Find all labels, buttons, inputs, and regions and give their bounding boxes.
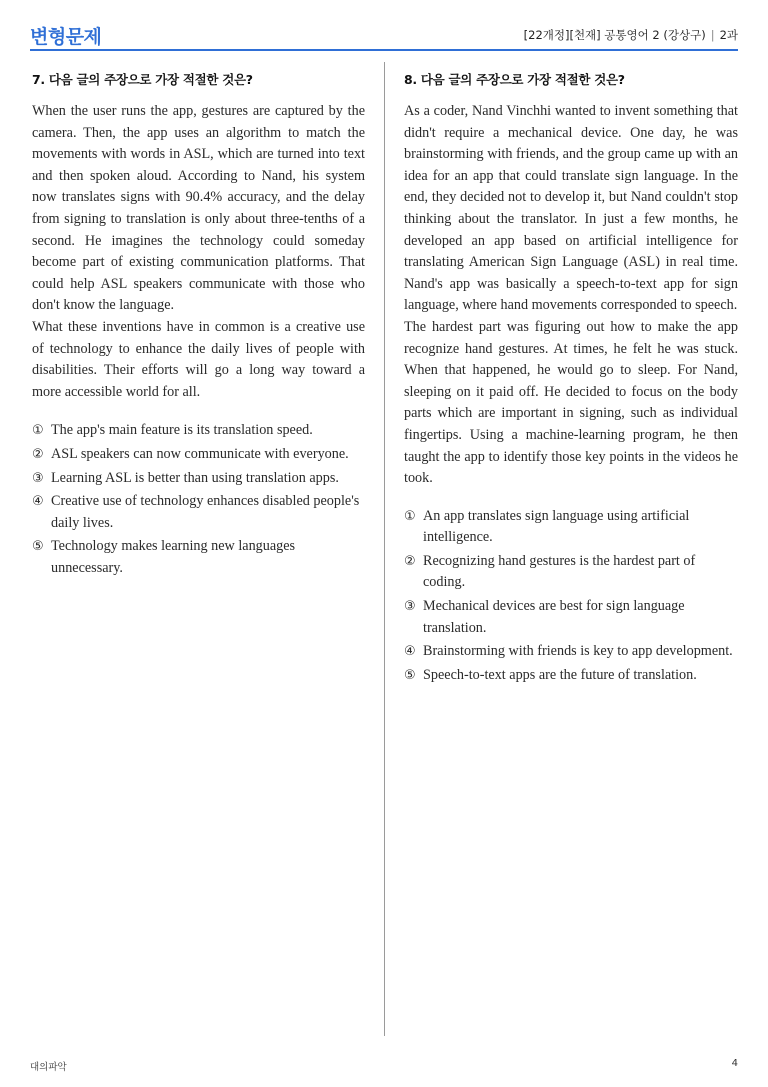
choice-number: ④	[32, 494, 44, 510]
choice-text: Brainstorming with friends is key to app development.	[423, 643, 733, 660]
choice-text: The app's main feature is its translation speed.	[51, 422, 313, 439]
page-number: 4	[731, 1058, 738, 1069]
choice-number: ⑤	[404, 667, 416, 683]
page-header	[30, 22, 738, 50]
question-title: 8. 다음 글의 주장으로 가장 적절한 것은?	[404, 72, 625, 87]
answer-choices	[404, 506, 738, 687]
choice-2[interactable]	[404, 551, 738, 594]
question-8	[404, 70, 738, 688]
choice-1[interactable]	[32, 420, 365, 442]
passage-paragraph: As a coder, Nand Vinchhi wanted to invent something that didn't require a mechanical device. One day, he was brainstorming with friends, and the group came up with an idea for an app that could translate sign language. In the end, they decided not to develop it, but Nand couldn't stop thinking about the translator. In just a few months, he developed an app based on artificial intelligence for translating American Sign Language (ASL) in real time. Nand's app was basically a speech-to-text app for sign language, where hand movements corresponded to speech.	[404, 103, 738, 314]
choice-4[interactable]	[32, 491, 365, 534]
choice-text: An app translates sign language using artificial intelligence.	[423, 507, 690, 546]
choice-5[interactable]	[32, 536, 365, 579]
choice-text: Mechanical devices are best for sign language translation.	[423, 598, 685, 636]
choice-4[interactable]	[404, 641, 738, 663]
brand-title: 변형문제	[30, 26, 102, 48]
choice-text: Learning ASL is better than using translation apps.	[51, 469, 339, 486]
passage-paragraph: What these inventions have in common is a creative use of technology to enhance the daily lives of people with disabilities. Their efforts will go a long way toward a more accessible world for all.	[32, 318, 365, 400]
question-7	[32, 70, 365, 581]
header-separator: |	[710, 28, 715, 42]
choice-5[interactable]	[404, 665, 738, 687]
choice-number: ③	[32, 470, 44, 486]
choice-text: ASL speakers can now communicate with everyone.	[51, 445, 349, 462]
choice-text: Creative use of technology enhances disabled people's daily lives.	[51, 493, 360, 531]
header-rule	[30, 49, 738, 51]
choice-text: Speech-to-text apps are the future of translation.	[423, 666, 697, 683]
question-title: 7. 다음 글의 주장으로 가장 적절한 것은?	[32, 72, 253, 87]
passage	[32, 101, 365, 403]
choice-2[interactable]	[32, 444, 365, 466]
choice-number: ②	[32, 446, 44, 462]
answer-choices	[32, 420, 365, 579]
footer-section-label: 대의파악	[30, 1062, 67, 1073]
choice-number: ⑤	[32, 539, 44, 555]
choice-number: ②	[404, 553, 416, 569]
unit-label: 2과	[719, 28, 738, 42]
choice-number: ④	[404, 644, 416, 660]
choice-number: ①	[404, 508, 416, 524]
choice-1[interactable]	[404, 506, 738, 549]
choice-text: Technology makes learning new languages unnecessary.	[51, 538, 296, 576]
passage	[404, 101, 738, 490]
course-title: [22개정][천재] 공통영어 2 (강상구)	[523, 28, 706, 42]
choice-number: ①	[32, 423, 44, 439]
choice-3[interactable]	[32, 468, 365, 490]
column-divider	[384, 62, 385, 1036]
choice-text: Recognizing hand gestures is the hardest part of coding.	[423, 552, 696, 591]
passage-paragraph: When the user runs the app, gestures are captured by the camera. Then, the app uses an algorithm to match the movements with words in ASL, which are turned into text and then spoken aloud. According to Nand, his system now translates signs with 90.4% accuracy, and the delay from signing to translation is only about three-tenths of a second. He imagines the technology could someday become part of existing communication platforms. That could help ASL speakers communicate with those who don't know the language.	[32, 103, 365, 314]
choice-3[interactable]	[404, 596, 738, 639]
passage-paragraph: The hardest part was figuring out how to make the app recognize hand gestures. At times, he felt he was stuck. When that happened, he would go to sleep. For Nand, sleeping on it paid off. He decided to focus on the body parts which are important in signing, such as individual fingertips. Using a machine-learning program, he then taught the app to identify those key points in the videos he took.	[404, 318, 738, 487]
course-info	[524, 27, 738, 43]
choice-number: ③	[404, 599, 416, 615]
